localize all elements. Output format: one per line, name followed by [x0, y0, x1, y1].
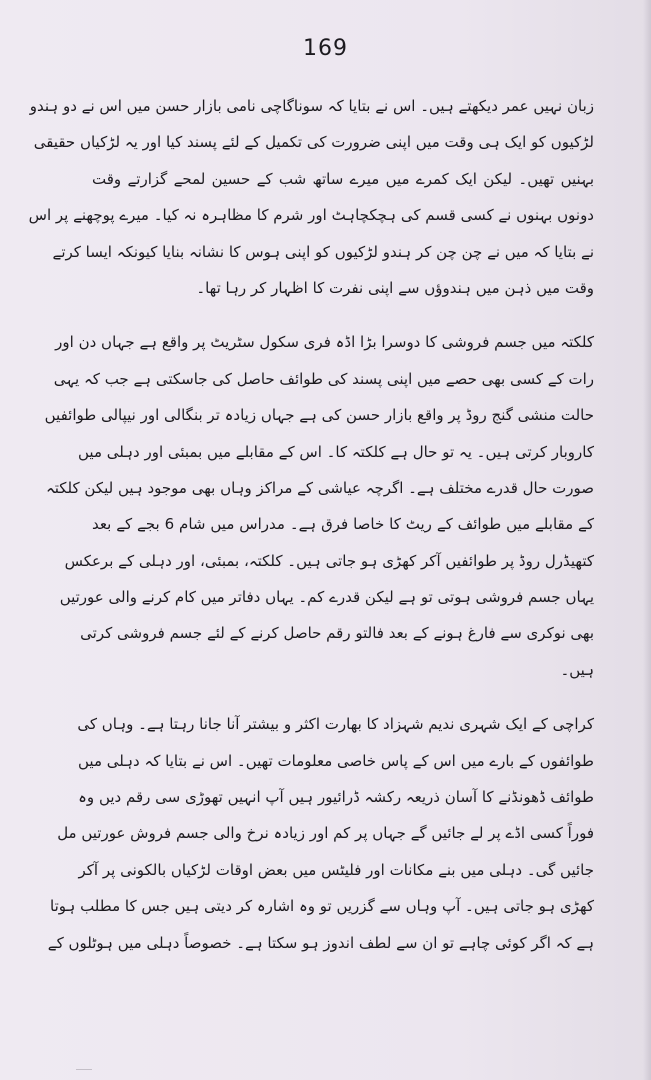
text-line: حالت منشی گنج روڈ پر واقع بازار حسن کی ہے جہاں زیادہ تر بنگالی اور نیپالی طوائفیں — [44, 406, 594, 425]
text-line: ہیں۔ — [560, 660, 594, 679]
text-line: کے مقابلے میں طوائف کے ریٹ کا خاصا فرق ہے۔ مدراس میں شام 6 بجے کے بعد — [92, 515, 594, 534]
text-line: فوراً کسی اڈے پر لے جائیں گے جہاں پر کم اور زیادہ نرخ والی جسم فروش عورتیں مل — [57, 824, 594, 843]
paragraph-2 — [44, 324, 594, 688]
text-line: کراچی کے ایک شہری ندیم شہزاد کا بھارت اکثر و بیشتر آنا جانا رہتا ہے۔ وہاں کی — [77, 715, 594, 734]
page-number: 169 — [303, 36, 348, 61]
text-line: زبان نہیں عمر دیکھتے ہیں۔ اس نے بتایا کہ سوناگاچی نامی بازار حسن میں اس نے دو ہندو — [29, 97, 594, 115]
page-scan-mark — [76, 1069, 92, 1078]
text-line: کھڑی ہو جاتی ہیں۔ آپ وہاں سے گزریں تو وہ اشارہ کر دیتی ہیں جس کا مطلب ہوتا — [50, 897, 594, 916]
paragraph-1 — [28, 88, 594, 306]
text-line: صورت حال قدرے مختلف ہے۔ اگرچہ عیاشی کے مراکز وہاں بھی موجود ہیں لیکن کلکتہ — [45, 478, 594, 497]
text-line: رات کے کسی بھی حصے میں اپنی پسند کی طوائف حاصل کی جاسکتی ہے جب کہ یہی — [53, 369, 594, 388]
text-line: بھی نوکری سے فارغ ہونے کے بعد فالتو رقم حاصل کرنے کے لئے جسم فروشی کرتی — [80, 624, 594, 643]
text-line: کاروبار کرتی ہیں۔ یہ تو حال ہے کلکتہ کا۔ اس کے مقابلے میں بمبئی اور دہلی میں — [78, 442, 594, 461]
page-edge-shadow — [643, 0, 651, 1080]
text-line: طوائفوں کے بارے میں اس کے پاس خاصی معلومات تھیں۔ اس نے بتایا کہ دہلی میں — [78, 751, 594, 770]
paragraph-3 — [47, 706, 594, 961]
text-line: دونوں بہنوں نے کسی قسم کی ہچکچاہٹ اور شرم کا مظاہرہ نہ کیا۔ میرے پوچھنے پر اس — [28, 206, 594, 225]
text-line: وقت میں ذہن میں ہندوؤں سے اپنی نفرت کا اظہار کر رہا تھا۔ — [196, 278, 594, 297]
text-line: نے بتایا کہ میں نے چن چن کر ہندو لڑکیوں کو اپنی ہوس کا نشانہ بنایا کیونکہ ایسا کرتے — [52, 242, 594, 261]
text-line: کتھیڈرل روڈ پر طوائفیں آکر کھڑی ہو جاتی ہیں۔ کلکتہ، بمبئی، اور دہلی کے برعکس — [64, 551, 594, 570]
text-line: جائیں گی۔ دہلی میں بنے مکانات اور فلیٹس میں بعض اوقات لڑکیاں بالکونی پر آکر — [78, 860, 594, 879]
body-text — [28, 88, 594, 979]
text-line: طوائف ڈھونڈنے کا آسان ذریعہ رکشہ ڈرائیور ہیں آپ انہیں تھوڑی سی رقم دیں وہ — [78, 788, 594, 807]
text-line: یہاں جسم فروشی ہوتی تو ہے لیکن قدرے کم۔ یہاں دفاتر میں کام کرنے والی عورتیں — [59, 588, 594, 607]
text-line: کلکتہ میں جسم فروشی کا دوسرا بڑا اڈہ فری سکول سٹریٹ پر واقع ہے جہاں دن اور — [55, 333, 594, 352]
text-line: بہنیں تھیں۔ لیکن ایک کمرے میں میرے ساتھ شب کے حسین لمحے گزارتے وقت — [92, 169, 594, 188]
text-line: ہے کہ اگر کوئی چاہے تو ان سے لطف اندوز ہو سکتا ہے۔ خصوصاً دہلی میں ہوٹلوں کے — [47, 933, 594, 952]
text-line: لڑکیوں کو ایک ہی وقت میں اپنی ضرورت کی تکمیل کے لئے پسند کیا اور یہ لڑکیاں حقیقی — [33, 133, 594, 152]
